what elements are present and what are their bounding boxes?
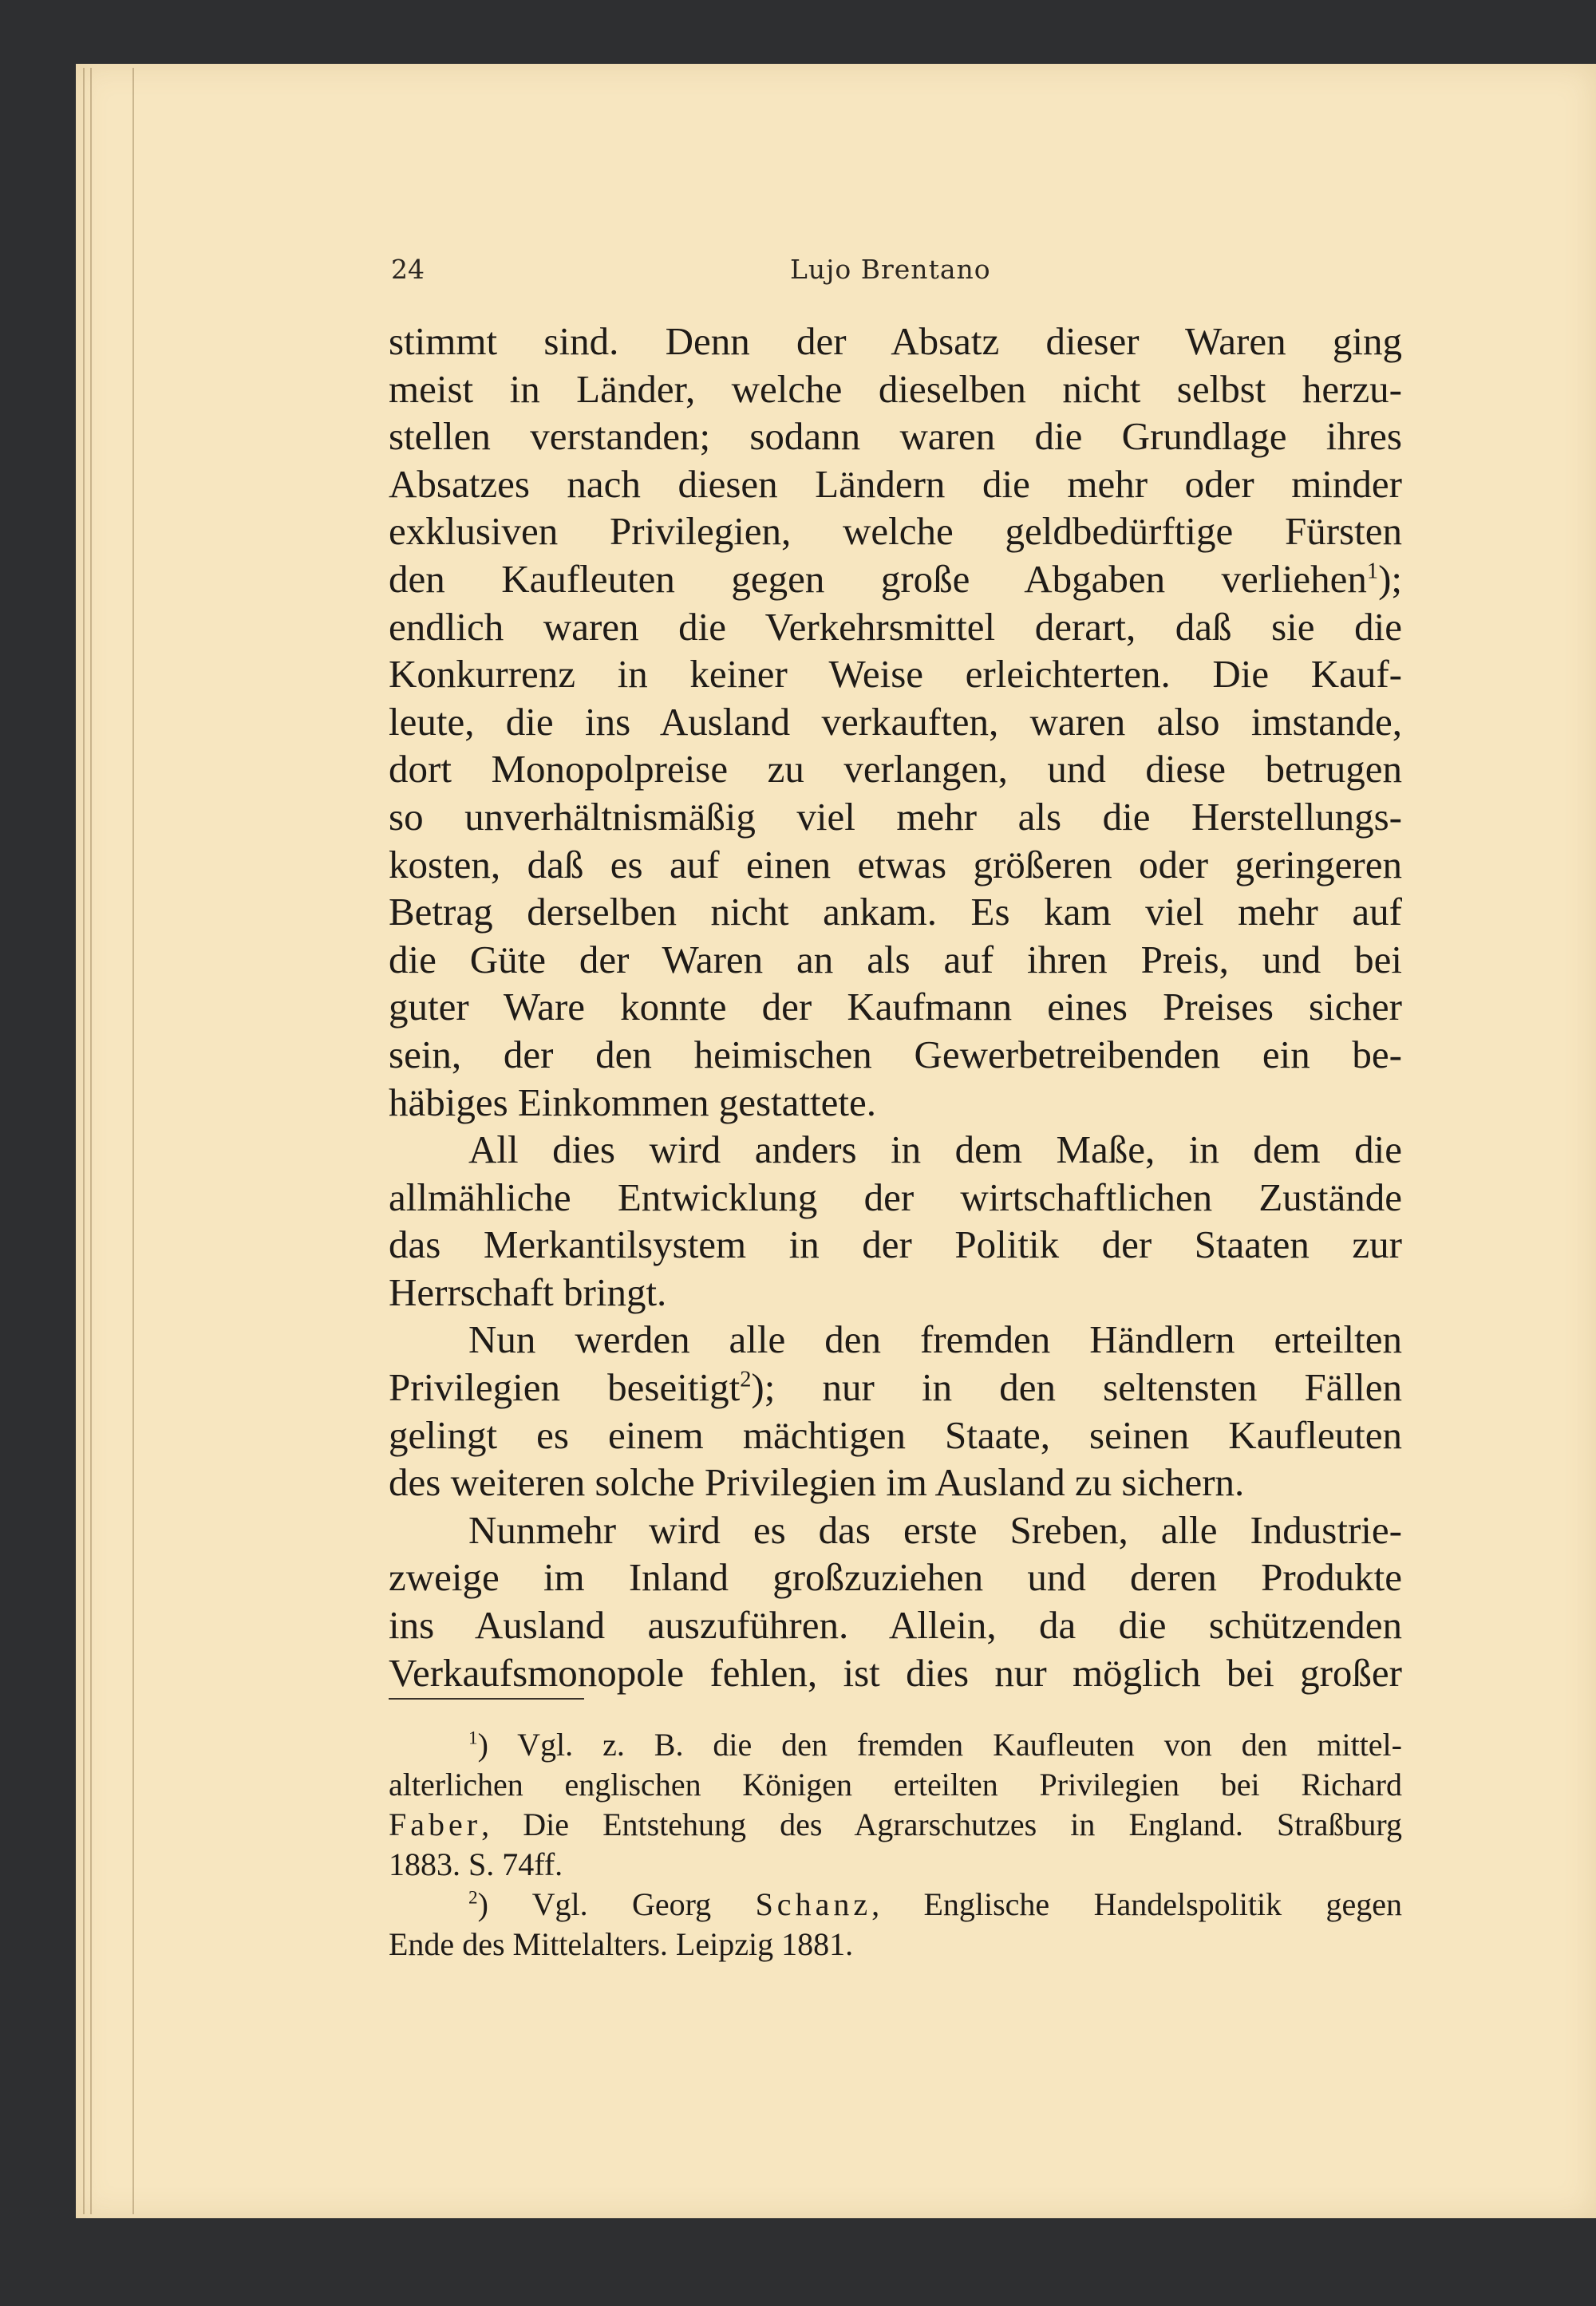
page-edge-line	[132, 68, 134, 2214]
page-edge-line	[83, 68, 85, 2214]
body-text	[389, 318, 1402, 1696]
text-line: Herrschaft bringt.	[389, 1269, 667, 1314]
page-edge-line	[90, 68, 92, 2214]
text-line: zweige im Inland großzuziehen und deren Produkte	[389, 1555, 1402, 1600]
text-line: Betrag derselben nicht ankam. Es kam viel mehr auf	[389, 890, 1402, 934]
text-line: des weiteren solche Privilegien im Ausland zu sichern.	[389, 1460, 1245, 1505]
text-line: ins Ausland auszuführen. Allein, da die schützenden	[389, 1603, 1402, 1648]
text-fragment: Privilegien beseitigt	[389, 1365, 741, 1410]
footnote-rule	[389, 1698, 584, 1700]
text-line: dort Monopolpreise zu verlangen, und diese betrugen	[389, 747, 1402, 792]
text-line: endlich waren die Verkehrsmittel derart, daß sie die	[389, 604, 1402, 649]
text-line: Verkaufsmonopole fehlen, ist dies nur möglich bei großer	[389, 1650, 1402, 1695]
text-fragment: );	[1378, 556, 1402, 601]
text-line: gelingt es einem mächtigen Staate, seinen Kaufleuten	[389, 1412, 1402, 1457]
text-line: allmähliche Entwicklung der wirtschaftlichen Zustände	[389, 1175, 1402, 1219]
footnote-author: Faber	[389, 1806, 482, 1842]
text-fragment: ); nur in den seltensten Fällen	[751, 1365, 1402, 1410]
footnote-text: ) Vgl. z. B. die den fremden Kaufleuten von den mittel-	[477, 1727, 1402, 1763]
text-line: All dies wird anders in dem Maße, in dem die	[468, 1127, 1402, 1172]
running-head	[391, 254, 1404, 294]
text-line: Nun werden alle den fremden Händlern erteilten	[468, 1317, 1402, 1362]
footnote-author: Schanz	[755, 1886, 872, 1922]
footnote-text: , Englische Handelspolitik gegen	[871, 1886, 1402, 1922]
footnote-1-line	[389, 1805, 1402, 1845]
text-fragment: den Kaufleuten gegen große Abgaben verliehen	[389, 556, 1367, 601]
text-line: sein, der den heimischen Gewerbetreibenden ein be-	[389, 1032, 1402, 1076]
footnote-1-line	[389, 1725, 1402, 1765]
text-line: meist in Länder, welche dieselben nicht selbst herzu-	[389, 366, 1402, 411]
text-line: kosten, daß es auf einen etwas größeren oder geringeren	[389, 842, 1402, 886]
text-line: häbiges Einkommen gestattete.	[389, 1080, 876, 1124]
page-number: 24	[391, 254, 425, 285]
text-line	[389, 1364, 1402, 1412]
footnote-1-line: 1883. S. 74ff.	[389, 1846, 563, 1882]
footnote-text: ) Vgl. Georg	[477, 1886, 756, 1922]
footnote-marker: 1	[468, 1728, 478, 1749]
text-line: guter Ware konnte der Kaufmann eines Preises sicher	[389, 985, 1402, 1029]
running-title: Lujo Brentano	[790, 254, 991, 285]
text-line: stimmt sind. Denn der Absatz dieser Waren ging	[389, 319, 1402, 363]
footnote-ref-1: 1	[1366, 559, 1379, 584]
text-line: das Merkantilsystem in der Politik der Staaten zur	[389, 1222, 1402, 1267]
footnote-marker: 2	[468, 1887, 478, 1909]
text-line: so unverhältnismäßig viel mehr als die Herstellungs-	[389, 794, 1402, 839]
text-line	[389, 555, 1402, 603]
footnote-2-line	[389, 1885, 1402, 1925]
text-line: leute, die ins Ausland verkauften, waren also imstande,	[389, 699, 1402, 744]
footnote-ref-2: 2	[740, 1367, 752, 1392]
text-line: Absatzes nach diesen Ländern die mehr oder minder	[389, 461, 1402, 506]
footnote-2-line: Ende des Mittelalters. Leipzig 1881.	[389, 1926, 854, 1962]
footnotes	[389, 1725, 1402, 1964]
text-line: stellen verstanden; sodann waren die Grundlage ihres	[389, 414, 1402, 459]
text-line: die Güte der Waren an als auf ihren Preis, und bei	[389, 937, 1402, 981]
footnote-1-line: alterlichen englischen Königen erteilten Privilegien bei Richard	[389, 1767, 1402, 1803]
text-line: Konkurrenz in keiner Weise erleichterten. Die Kauf-	[389, 652, 1402, 697]
footnote-text: , Die Entstehung des Agrarschutzes in England. Straßburg	[481, 1806, 1402, 1842]
text-line: exklusiven Privilegien, welche geldbedürftige Fürsten	[389, 509, 1402, 554]
text-line: Nunmehr wird es das erste Sreben, alle Industrie-	[468, 1507, 1402, 1552]
